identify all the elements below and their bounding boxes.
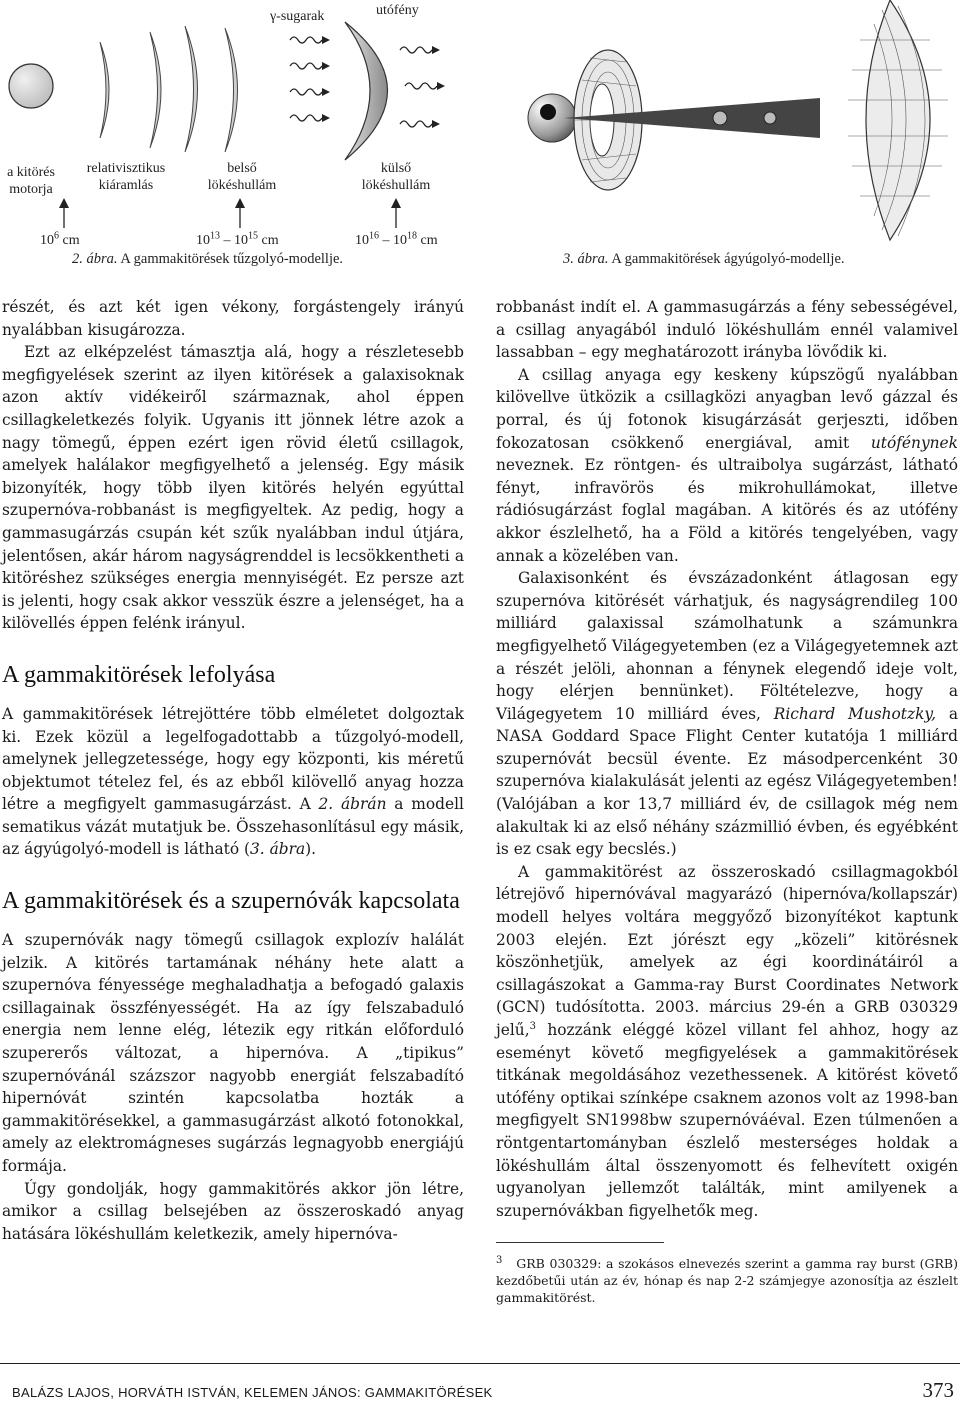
scale-1: $10^6$ cm <box>40 230 80 248</box>
footnote-rule <box>496 1242 664 1243</box>
scale-2: $10^{13} - 10^{15}$ cm <box>196 230 279 248</box>
afterglow-shell <box>866 0 930 240</box>
engine-sphere <box>9 64 53 108</box>
figure-2 <box>0 0 470 280</box>
afterglow-label: utófény <box>376 3 419 18</box>
internal-shock-label: belső lökéshullám <box>207 161 277 193</box>
outflow-shell-4 <box>225 28 238 152</box>
paragraph: részét, és azt két igen vékony, forgástengely irányú nyalábban kisugározza. <box>2 298 464 339</box>
running-footer: BALÁZS LAJOS, HORVÁTH ISTVÁN, KELEMEN JÁNOS: GAMMAKITÖRÉSEK <box>12 1385 493 1400</box>
gamma-rays-label: γ-sugarak <box>270 9 325 24</box>
right-column <box>496 296 958 1306</box>
paragraph: Úgy gondolják, hogy gammakitörés akkor jön létre, amikor a csillag belsejében az összeroskadó anyag hatására lökéshullám keletkezik, amely hipernóva- <box>2 1179 464 1243</box>
outflow-shell-2 <box>150 32 161 148</box>
left-column <box>2 296 464 1245</box>
section-heading: A gammakitörések lefolyása <box>2 661 276 688</box>
paragraph: Ezt az elképzelést támasztja alá, hogy a részletesebb megfigyelések szerint az ilyen kitörések a galaxisoknak azon aktív vidékeiről származnak, ahol éppen csillagkeletkezés folyik. Ugyanis itt jönnek létre azok a nagy tömegű, éppen ezért igen rövid életű csillagok, amelyek halálakor megfigyelhető a jelenség. Egy másik bizonyíték, hogy több ilyen kitörés helyén egyúttal szupernóva-robbanást is megfigyeltek. Az pedig, hogy a gammasugárzás csupán két szűk nyalábban indul útjára, jelentősen, akár három nagyságrenddel is lecsökkentheti a kitöréshez szükséges energia mennyiségét. Ez persze azt is jelenti, hogy csak akkor vesszük észre a jelenséget, ha a kilövellés éppen felénk irányul. <box>2 343 464 633</box>
cannonball-model-diagram <box>490 0 960 280</box>
outflow-shell-1 <box>100 42 109 138</box>
external-shock-crescent <box>345 22 388 160</box>
footer-rule <box>0 1363 960 1364</box>
figure-3-caption: 3. ábra. A gammakitörések ágyúgolyó-modellje. <box>563 251 845 267</box>
scale-3: $10^{16} - 10^{18}$ cm <box>355 230 438 248</box>
paragraph: A gammakitörések létrejöttére több elméletet dolgoztak ki. Ezek közül a legelfogadottabb a tűzgolyó-modell, amelynek jellegzetessége, hogy egy központi, kis méretű objektumot tételez fel, és az ebből kilövellő anyag hozza létre a megfigyelt gammasugárzást. A 2. ábrán a modell sematikus vázát mutatjuk be. Összehasonlításul egy másik, az ágyúgolyó-modell is látható (3. ábra). <box>2 704 464 859</box>
figure-2-caption: 2. ábra. A gammakitörések tűzgolyó-modellje. <box>72 251 344 267</box>
outflow-shell-3 <box>185 26 198 152</box>
paragraph: A gammakitörést az összeroskadó csillagmagokból létrejövő hipernóvával magyarázó (hipernóva/kollapszár) modell helyes voltára meggyőző bizonyítékot kaptunk 2003 elején. Ezt jórészt egy „közeli” kitörésnek köszönhetjük, amelyek az égi koordinátáiról a csillagászokat a Gamma-ray Burst Coordinates Network (GCN) tudósította. 2003. március 29-én a GRB 030329 jelű,$^3$ hozzánk eléggé közel villant fel ahhoz, hogy az eseményt követő megfigyelések a gammakitörések titkának megoldásához vezethessenek. A kitörést követő utófény optikai színképe csaknem azonos volt az 1998-ban megfigyelt SN1998bw szupernóváéval. Ezen túlmenően a röntgentartományban észlelő mesterséges holdak a lökéshullám által összenyomott és felhevített oxigén ugyanolyan jellemzőt találták, mint amilyenek a szupernóvákban figyelhetők meg. <box>496 862 958 1220</box>
page-number: 373 <box>922 1378 954 1402</box>
paragraph: Galaxisonként és évszázadonként átlagosan egy szupernóva kitörését várhatjuk, és nagyságrendileg 100 milliárd galaxissal számolhatunk a számunkra megfigyelhető Világegyetemben (ez a Világegyetemnek azt a részét jelöli, ahonnan a fénynek elegendő ideje volt, hogy elérjen bennünket). Föltételezve, hogy a Világegyetem 10 milliárd éves, Richard Mushotzky, a NASA Goddard Space Flight Center kutatója 1 milliárd szupernóvát becsül évente. Ez másodpercenként 30 szupernóva kialakulását jelenti az egész Világegyetemben! (Valójában a kor 13,7 milliárd év, de csillagok még nem alakultak ki az első néhány százmillió évben, és egyébként is ez csak egy becslés.) <box>496 569 959 859</box>
paragraph: robbanást indít el. A gammasugárzás a fény sebességével, a csillag anyagából induló lökéshullám ennél valamivel lassabban – egy meghatározott irányba lövődik ki. <box>496 298 958 362</box>
outflow-label: relativisztikus kiáramlás <box>86 161 166 193</box>
figure-3 <box>490 0 960 280</box>
footnote: $^3$ GRB 030329: a szokásos elnevezés szerint a gamma ray burst (GRB) kezdőbetűi után az év, hónap és nap 2-2 számjegye azonosítja az észlelt gammakitörést. <box>496 1255 958 1306</box>
paragraph: A szupernóvák nagy tömegű csillagok explozív halálát jelzik. A kitörés tartamának néhány hete alatt a szupernóva fényessége meghaladhatja a befogadó galaxis csillagainak összfényességét. Ha az így felszabaduló energia nem lenne elég, létezik egy ritkán előforduló szupererős változat, a hipernóva. A „tipikus” szupernóvánál százszor nagyobb energiát felszabadító hipernóvát szintén kapcsolatba hozták a gammakitörésekkel, a gammasugárzást alkotó fotonokkal, amely az elektromágneses sugárzás legnagyobb energiájú formája. <box>2 931 464 1175</box>
paragraph: A csillag anyaga egy keskeny kúpszögű nyalábban kilövellve ütközik a csillagközi anyagban levő gázzal és porral, és új fotonok kisugárzását gerjeszti, időben fokozatosan csökkenő energiával, amit utófénynek neveznek. Ez röntgen- és ultraibolya sugárzást, látható fényt, infravörös és mikrohullámokat, illetve rádiósugárzást foglal magában. A kitörés és az utófény akkor észlelhető, ha a Föld a kitörés tengelyében, vagy annak a közelében van. <box>496 365 958 565</box>
scale-arrows <box>64 206 396 228</box>
engine-label: a kitörés motorja <box>7 165 55 197</box>
section-heading: A gammakitörések és a szupernóvák kapcsolata <box>2 888 460 915</box>
external-shock-label: külső lökéshullám <box>361 161 431 193</box>
